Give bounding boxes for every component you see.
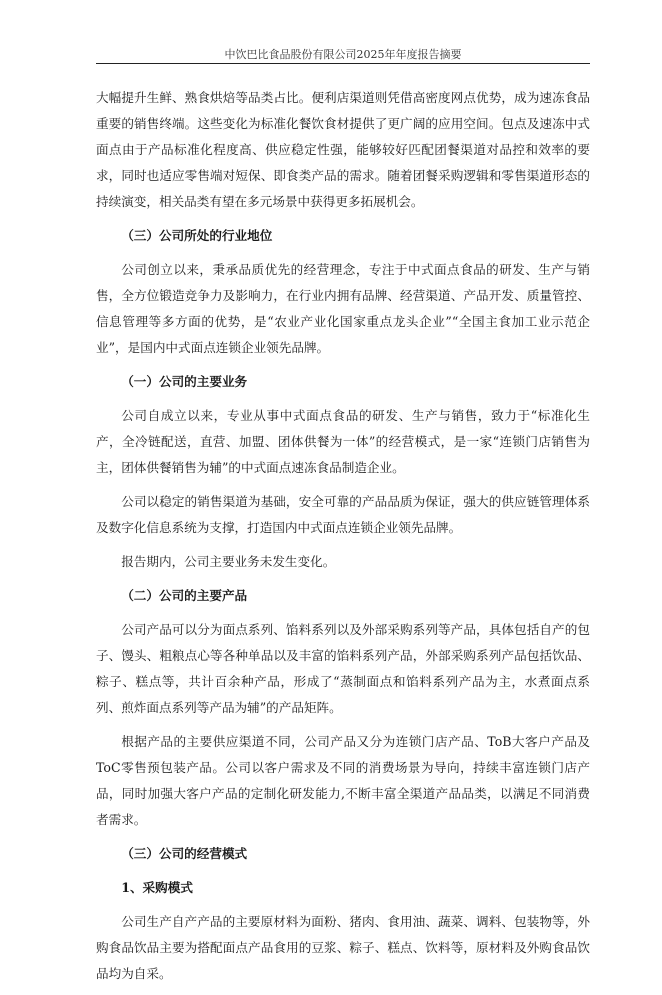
header-rule (96, 63, 590, 64)
paragraph-industry-position: 公司创立以来，秉承品质优先的经营理念，专注于中式面点食品的研发、生产与销售，全方位锻造竞争力及影响力，在行业内拥有品牌、经营渠道、产品开发、质量管控、信息管理等多方面的优势，是“农业产业化国家重点龙头企业”“全国主食加工业示范企业”，是国内中式面点连锁企业领先品牌。 (96, 262, 590, 355)
paragraph-main-products-1: 公司产品可以分为面点系列、馅料系列以及外部采购系列等产品，具体包括自产的包子、馒头、粗粮点心等各种单品以及丰富的馅料系列产品，外部采购系列产品包括饮品、粽子、糕点等，共计百余种产品，形成了“蒸制面点和馅料系列产品为主，水煮面点系列、煎炸面点系列等产品为辅”的产品矩阵。 (96, 622, 590, 715)
paragraph-main-products-2: 根据产品的主要供应渠道不同，公司产品又分为连锁门店产品、ToB大客户产品及ToC零售预包装产品。公司以客户需求及不同的消费场景为导向，持续丰富连锁门店产品，同时加强大客户产品的定制化研发能力,不断丰富全渠道产品品类，以满足不同消费者需求。 (96, 734, 590, 827)
heading-main-business: （一）公司的主要业务 (121, 374, 248, 389)
paragraph-main-business-3: 报告期内，公司主要业务未发生变化。 (121, 554, 336, 569)
heading-industry-position: （三）公司所处的行业地位 (121, 228, 273, 243)
heading-procurement-model: 1、采购模式 (121, 880, 193, 895)
heading-business-model: （三）公司的经营模式 (121, 846, 248, 861)
paragraph-intro: 大幅提升生鲜、熟食烘焙等品类占比。便利店渠道则凭借高密度网点优势，成为速冻食品重要的销售终端。这些变化为标准化餐饮食材提供了更广阔的应用空间。包点及速冻中式面点由于产品标准化程度高、供应稳定性强，能够较好匹配团餐渠道对品控和效率的要求，同时也适应零售端对短保、即食类产品的需求。随着团餐采购逻辑和零售渠道形态的持续演变，相关品类有望在多元场景中获得更多拓展机会。 (96, 90, 590, 209)
paragraph-main-business-1: 公司自成立以来，专业从事中式面点食品的研发、生产与销售，致力于“标准化生产，全冷链配送，直营、加盟、团体供餐为一体”的经营模式，是一家“连锁门店销售为主，团体供餐销售为辅”的中式面点速冻食品制造企业。 (96, 408, 590, 475)
document-body (96, 85, 590, 995)
paragraph-procurement: 公司生产自产产品的主要原材料为面粉、猪肉、食用油、蔬菜、调料、包装物等，外购食品饮品主要为搭配面点产品食用的豆浆、粽子、糕点、饮料等，原材料及外购食品饮品均为自采。 (96, 914, 590, 981)
running-header: 中饮巴比食品股份有限公司2025年年度报告摘要 (224, 48, 462, 61)
heading-main-products: （二）公司的主要产品 (121, 588, 248, 603)
paragraph-main-business-2: 公司以稳定的销售渠道为基础，安全可靠的产品品质为保证，强大的供应链管理体系及数字化信息系统为支撑，打造国内中式面点连锁企业领先品牌。 (96, 494, 590, 535)
